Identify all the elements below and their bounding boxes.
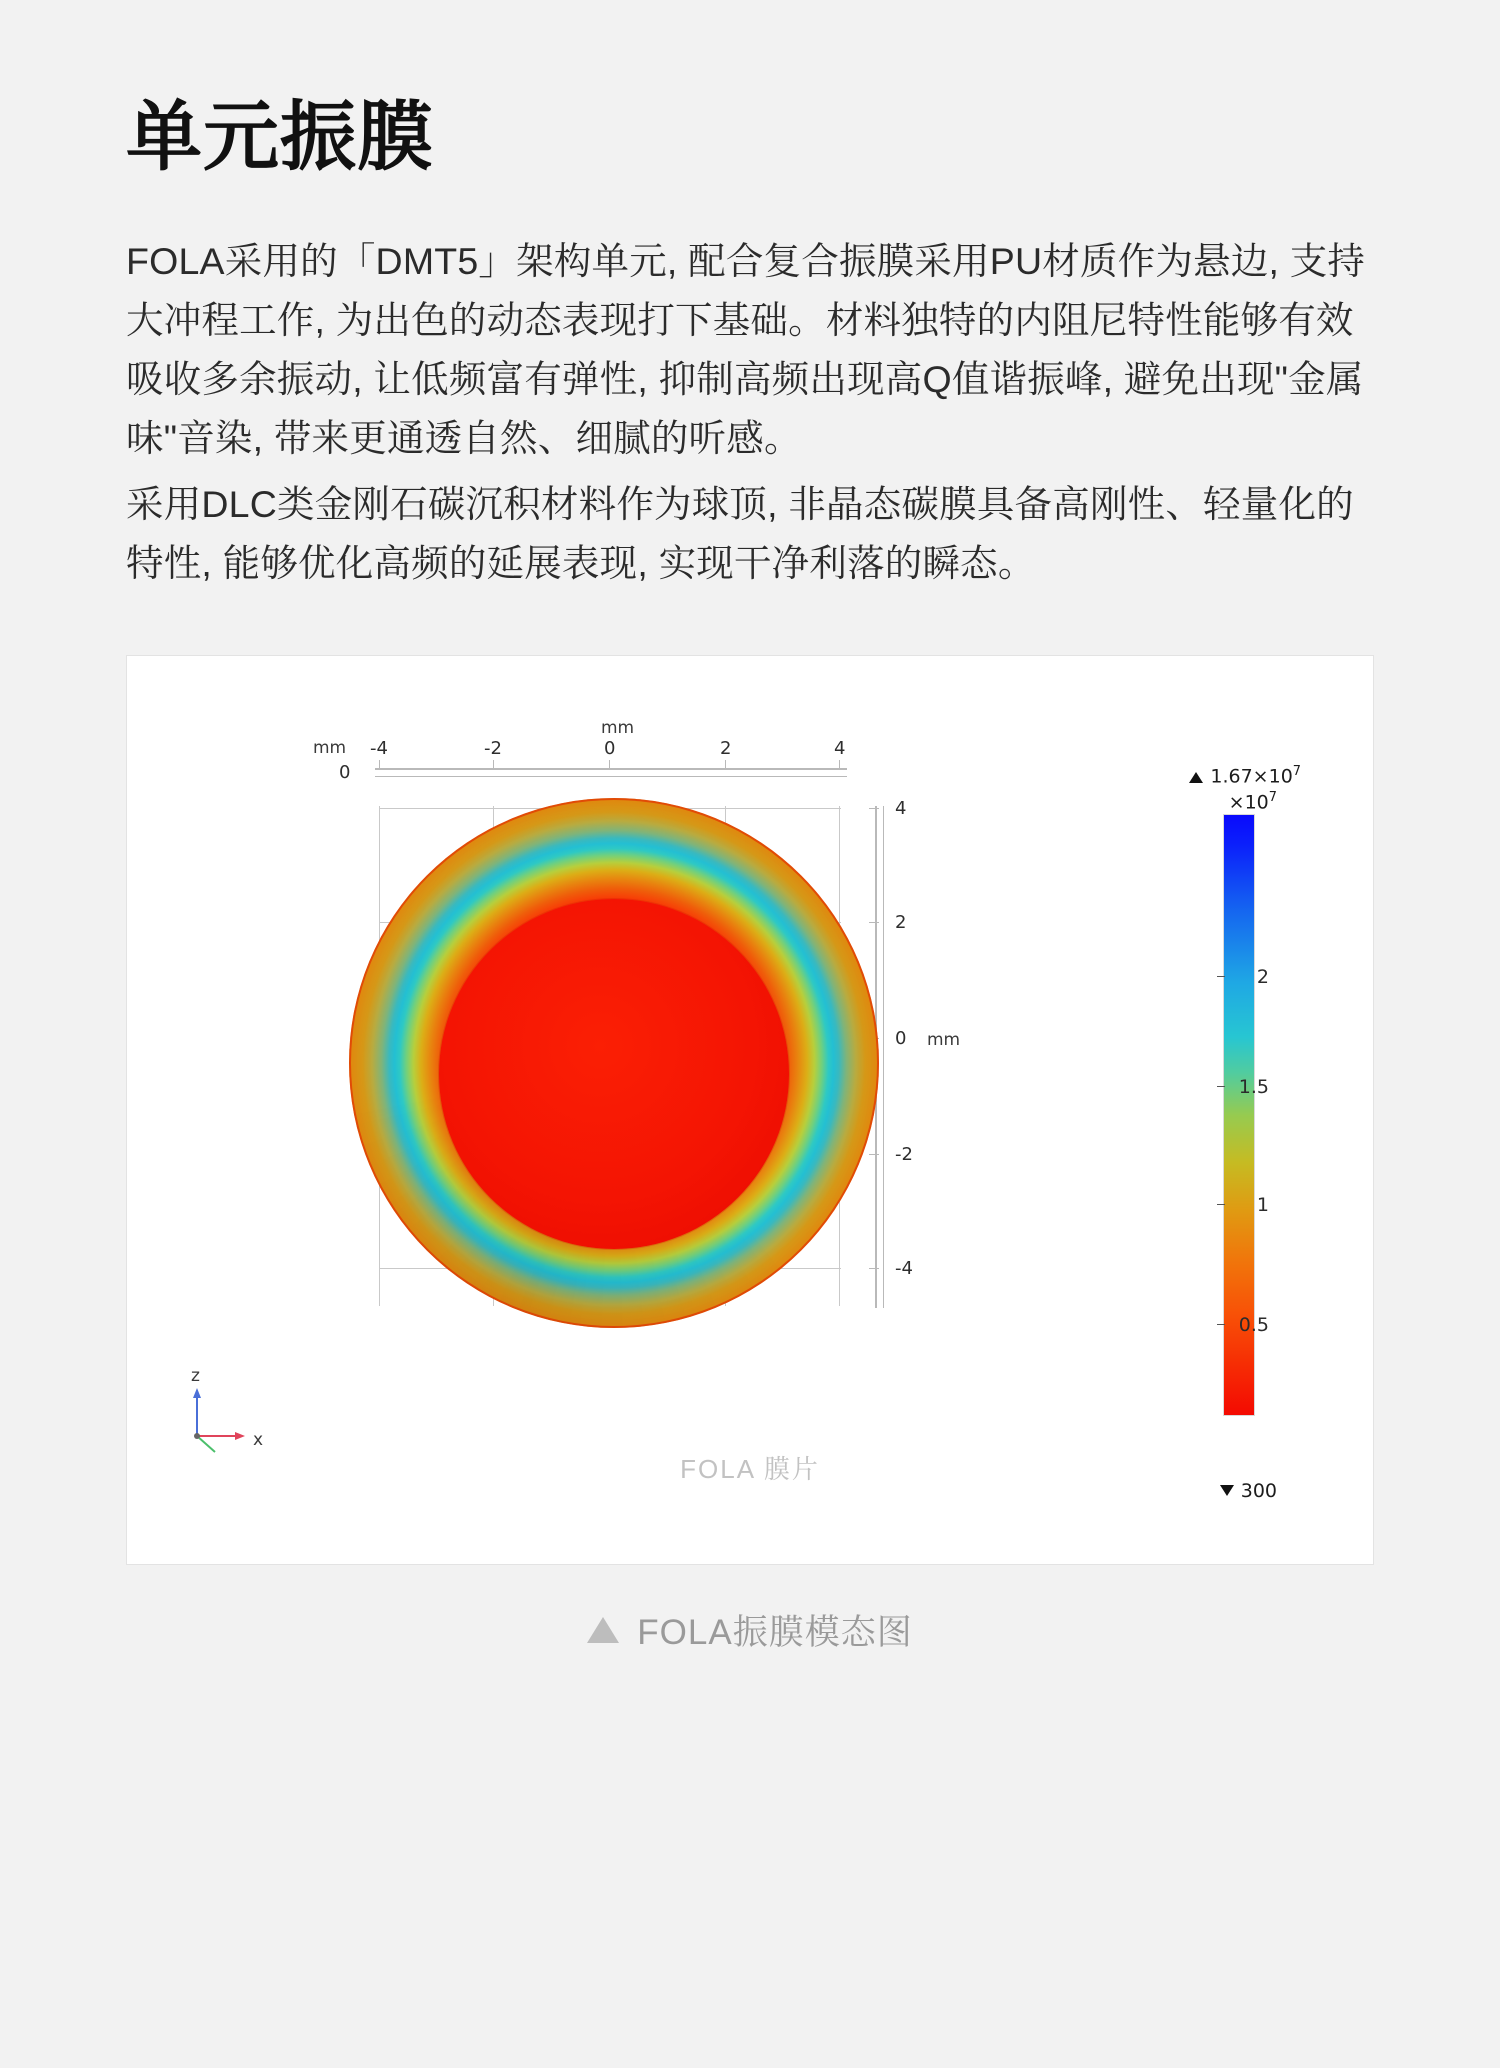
right-axis-tick-label: 4 <box>895 798 907 820</box>
colorbar-tick-mark <box>1217 976 1225 977</box>
colorbar-tick-mark <box>1217 1324 1225 1325</box>
page-title: 单元振膜 <box>126 95 434 180</box>
plot-watermark: FOLA 膜片 <box>680 1454 820 1485</box>
right-axis-unit-label: mm <box>927 1030 961 1051</box>
paragraph-2: 采用DLC类金刚石碳沉积材料作为球顶, 非晶态碳膜具备高刚性、轻量化的特性, 能够优化高频的延展表现, 实现干净利落的瞬态。 <box>126 482 1354 584</box>
colorbar-max-label <box>1189 764 1301 787</box>
colorbar-tick-mark <box>1217 1086 1225 1087</box>
colorbar-unit-exp: 7 <box>1268 790 1277 806</box>
right-axis-tick-label: -2 <box>895 1144 913 1166</box>
colorbar-tick-label: 1 <box>1256 1194 1269 1217</box>
top-axis-tick <box>725 760 726 769</box>
colorbar-unit-label <box>1229 790 1277 813</box>
colorbar-unit-prefix: ×10 <box>1228 791 1269 814</box>
paragraph-1: FOLA采用的「DMT5」架构单元, 配合复合振膜采用PU材质作为悬边, 支持大冲程工作, 为出色的动态表现打下基础。材料独特的内阻尼特性能够有效吸收多余振动, 让低频富有弹性, 抑制高频出现高Q值谐振峰, 避免出现"金属味"音染, 带来更通透自然、细腻的听感。 <box>126 239 1366 460</box>
right-axis-tick-label: 2 <box>895 912 907 934</box>
membrane-outline <box>349 798 879 1328</box>
colorbar-tick-mark <box>1217 1204 1225 1205</box>
triangle-up-icon <box>1189 772 1203 783</box>
triangle-down-icon <box>1220 1485 1234 1496</box>
origin-axis-unit-label: mm <box>313 738 347 759</box>
top-axis-tick-label: -2 <box>484 738 502 760</box>
modal-analysis-plot <box>127 656 1373 1564</box>
colorbar-min-label <box>1220 1480 1277 1502</box>
colorbar-tick-label: 0.5 <box>1238 1314 1269 1337</box>
right-axis-line-secondary <box>883 806 884 1308</box>
body-copy <box>126 232 1374 594</box>
top-axis-line-secondary <box>375 776 847 777</box>
top-axis-tick-label: 4 <box>834 738 846 760</box>
top-axis-tick-label: 0 <box>604 738 616 760</box>
axis-triad-icon <box>183 1366 273 1464</box>
top-axis-tick <box>493 760 494 769</box>
top-axis-tick-label: 2 <box>720 738 732 760</box>
colorbar-tick-label: 1.5 <box>1238 1076 1269 1099</box>
colorbar-max-value: 1.67×10 <box>1210 765 1293 788</box>
origin-axis-tick: 0 <box>339 762 351 784</box>
right-axis-tick-label: 0 <box>895 1028 907 1050</box>
right-axis-tick-label: -4 <box>895 1258 913 1280</box>
top-axis-tick-label: -4 <box>370 738 388 760</box>
colorbar-max-exp: 7 <box>1292 764 1301 780</box>
axis-label-x: x <box>253 1430 264 1451</box>
figure-caption <box>126 1605 1374 1655</box>
top-axis-line <box>375 768 847 770</box>
axis-label-z: z <box>191 1366 200 1387</box>
top-axis-tick <box>379 760 380 769</box>
top-axis-tick <box>609 760 610 769</box>
membrane-surface <box>349 798 879 1328</box>
figure-card <box>126 655 1374 1565</box>
caption-triangle-icon <box>587 1617 619 1643</box>
top-axis-unit-label: mm <box>601 718 635 739</box>
top-axis-tick <box>839 760 840 769</box>
colorbar-tick-label: 2 <box>1256 966 1269 989</box>
figure-caption-text: FOLA振膜模态图 <box>637 1613 913 1653</box>
colorbar-min-value: 300 <box>1240 1480 1277 1503</box>
